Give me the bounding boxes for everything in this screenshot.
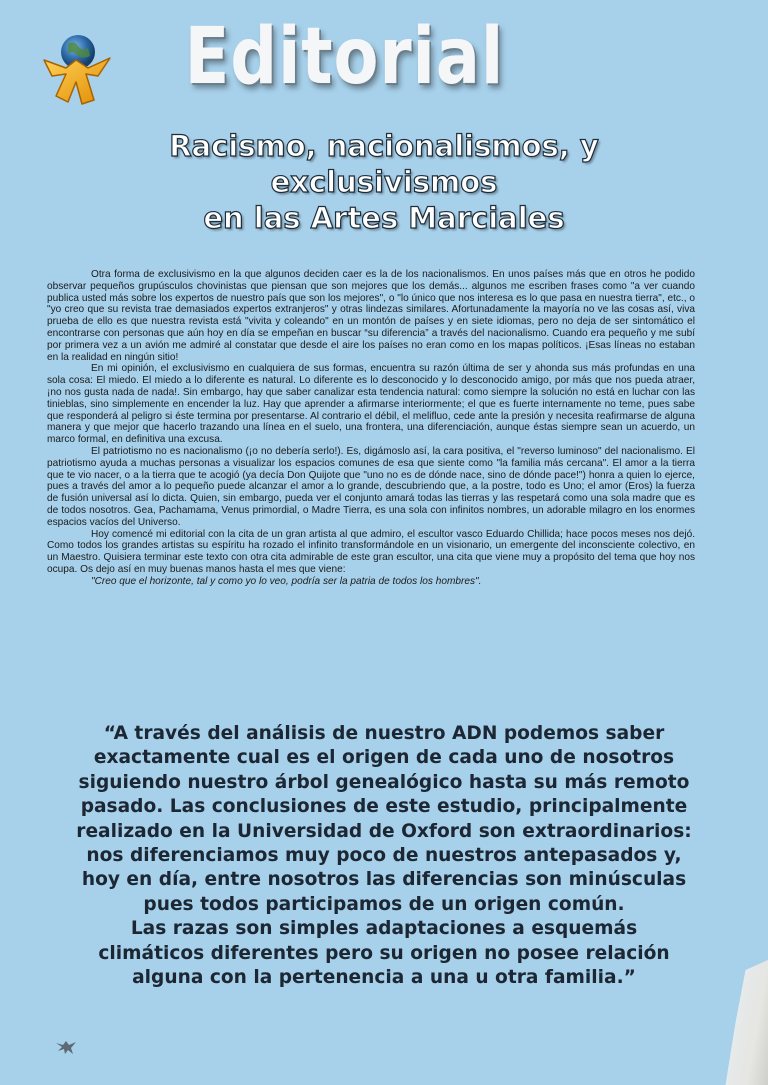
article-title-line-2: en las Artes Marciales: [203, 201, 565, 235]
pull-quote-line: hoy en día, entre nosotros las diferencias son minúsculas: [81, 869, 687, 891]
article-title-line-1: Racismo, nacionalismos, y exclusivismos: [169, 129, 599, 199]
article-body: [47, 269, 695, 588]
pull-quote-line: “A través del análisis de nuestro ADN podemos saber: [103, 723, 665, 744]
article-title: [60, 128, 708, 236]
pull-quote-line: realizado en la Universidad de Oxford son extraordinarios:: [76, 820, 692, 842]
pull-quote-line: climáticos diferentes pero su origen no posee relación: [98, 942, 670, 964]
pull-quote-line: pasado. Las conclusiones de este estudio, principalmente: [80, 796, 688, 818]
closing-quote: "Creo que el horizonte, tal y como yo lo veo, podría ser la patria de todos los hombres".: [91, 575, 482, 587]
decorative-fabric: [718, 960, 768, 1085]
masthead-title: Editorial: [184, 12, 505, 102]
article-paragraph: Hoy comencé mi editorial con la cita de un gran artista al que admiro, el escultor vasco Eduardo Chillida; hace pocos meses nos dejó. Como todos los grandes artistas su espíritu ha rozado el infinito transformándole en un visionario, un emergente del inconsciente colectivo, en un Maestro. Quisiera terminar este texto con otra cita admirable de este gran escultor, una cita que viene muy a propósito del tema que hoy nos ocupa. Os dejo así en muy buenas manos hasta el mes que viene:: [47, 528, 695, 575]
fighter-silhouette-icon: [55, 1037, 77, 1055]
article-paragraph: En mi opinión, el exclusivismo en cualquiera de sus formas, encuentra su razón última de ser y ahonda sus más profundas en una sola cosa: El miedo. El miedo a lo diferente es natural. Lo diferente es lo desconocido y lo desconocido amigo, por más que nos pueda atraer, ¡no nos gusta nada de nada!. Sin embargo, hay que saber canalizar esta tendencia natural: como siempre la solución no está en luchar con las tinieblas, sino simplemente en encender la luz. Hay que aprender a afirmarse interiormente; el que es fuerte internamente no teme, pues sabe que responderá al peligro si éste termina por presentarse. Al contrario el débil, el melifluo, cede ante la presión y necesita reafirmarse de alguna manera y que mejor que hacerlo trazando una línea en el suelo, una frontera, una diferenciación, aunque éstas siempre sean un acuerdo, un marco formal, en definitiva una excusa.: [47, 363, 695, 446]
pull-quote: [60, 722, 708, 990]
article-paragraph: Otra forma de exclusivismo en la que algunos deciden caer es la de los nacionalismos. En unos países más que en otros he podido observar pequeños grupúsculos chovinistas que piensan que son mejores que los demás... algunos me escriben frases como "a ver cuando publica usted más sobre los expertos de nuestro país que son los mejores", o "lo único que nos interesa es lo que pasa en nuestra tierra", etc., o "yo creo que su revista trae demasiados expertos extranjeros" y otras lindezas similares. Afortunadamente la mayoría no ve las cosas así, viva prueba de ello es que nuestra revista está "vivita y coleando" en un montón de países y en siete idiomas, pero no deja de ser sintomático el encontrarse con personas que aún hoy en día se empeñan en buscar “su diferencia” a través del nacionalismo. Cuando era pequeño y me subí por primera vez a un avión me admiré al constatar que desde el aire los países no eran como en los mapas políticos. ¡Esas líneas no estaban en la realidad en ningún sitio!: [47, 269, 695, 363]
pull-quote-line: exactamente cual es el origen de cada uno de nosotros: [93, 747, 675, 769]
article-paragraph: El patriotismo no es nacionalismo (¡o no debería serlo!). Es, digámoslo así, la cara positiva, el "reverso luminoso" del nacionalismo. El patriotismo ayuda a muchas personas a visualizar los espacios comunes de esa que siente como "la familia más cercana". El amor a la tierra que te vio nacer, o a la tierra que te acogió (ya decía Don Quijote que "uno no es de dónde nace, sino de dónde pace!") honra a quien lo ejerce, pues a través del amor a lo pequeño puede alcanzar el amor a lo grande, descubriendo que, a la postre, todo es Uno; el amor (Eros) la fuerza de fusión universal así lo dicta. Quien, sin embargo, pueda ver el conjunto amará todas las tierras y las respetará como una sola madre que es de todos nosotros. Gea, Pachamama, Venus primordial, o Madre Tierra, es una sola con infinitos nombres, un adorable milagro en los enormes espacios vacíos del Universo.: [47, 445, 695, 528]
pull-quote-line: Las razas son simples adaptaciones a esquemás: [130, 918, 638, 940]
pull-quote-line: pues todos participamos de un origen común.: [143, 893, 625, 915]
pull-quote-line: nos diferenciamos muy poco de nuestros antepasados y,: [86, 845, 682, 867]
pull-quote-line: alguna con la pertenencia a una u otra familia.”: [132, 967, 636, 989]
pull-quote-line: siguiendo nuestro árbol genealógico hasta su más remoto: [78, 771, 690, 793]
